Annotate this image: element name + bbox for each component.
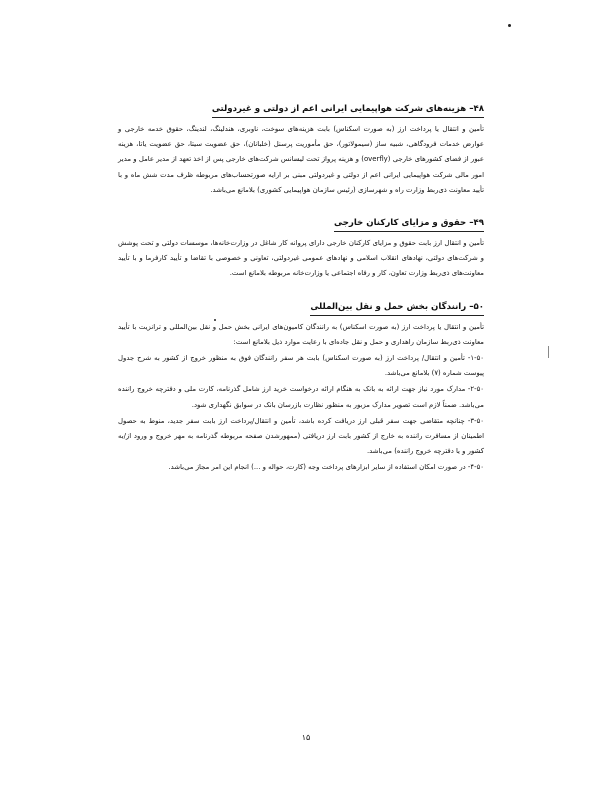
list-item: ۱-۵۰- تأمین و انتقال/ پرداخت ارز (به صورت اسکناس) بابت هر سفر رانندگان فوق به منظور خروج از کشور به شرح جدول پیوست شماره (۷) بلامانع می‌باشد. [118, 354, 484, 378]
section-heading: ۴۹– حقوق و مزایای کارکنان خارجی [334, 217, 484, 232]
document-body [118, 96, 484, 488]
section-heading: ۵۰– رانندگان بخش حمل و نقل بین‌المللی [310, 301, 484, 316]
section-49 [118, 210, 484, 282]
section-50 [118, 294, 484, 476]
section-48 [118, 96, 484, 198]
list-item: ۳-۵۰- چنانچه متقاضی جهت سفر قبلی ارز دریافت کرده باشد، تأمین و انتقال/پرداخت ارز بابت سفر جدید، منوط به حصول اطمینان از مسافرت راننده به خارج از کشور بابت ارز دریافتی (ممهورشدن صفحه مربوطه گذرنامه به مهر خروج و ورود از/به کشور و یا دفترچه خروج راننده) می‌باشد. [118, 416, 484, 456]
section-paragraph: تأمین و انتقال یا پرداخت ارز (به صورت اسکناس) به رانندگان کامیون‌های ایرانی بخش حمل و نقل بین‌المللی و ترانزیت با تأیید معاونت ذی‌ربط سازمان راهداری و حمل و نقل جاده‌ای با رعایت موارد ذیل بلامانع است: [118, 322, 484, 346]
section-paragraph: تأمین و انتقال ارز بابت حقوق و مزایای کارکنان خارجی دارای پروانه کار شاغل در وزارت‌خانه‌ها، موسسات دولتی و تحت پوشش و شرکت‌های دولتی، نهادهای انقلاب اسلامی و نهادهای عمومی غیردولتی، تعاونی و خصوصی با تقاضا و تأیید کارفرما و با تأیید معاونت‌های ذی‌ربط وزارت تعاون، کار و رفاه اجتماعی یا وزارت‌خانه مربوطه بلامانع است. [118, 239, 484, 278]
list-item: ۴-۵۰- در صورت امکان استفاده از سایر ابزارهای پرداخت وجه (کارت، حواله و ...) انجام این امر مجاز می‌باشد. [168, 463, 484, 472]
scan-edge-mark [548, 346, 549, 358]
section-heading: ۴۸– هزینه‌های شرکت هواپیمایی ایرانی اعم از دولتی و غیردولتی [212, 103, 484, 118]
page-number: ۱۵ [301, 733, 311, 742]
section-paragraph: تأمین و انتقال یا پرداخت ارز (به صورت اسکناس) بابت هزینه‌های سوخت، ناوبری، هندلینگ، لندینگ، حقوق خدمه خارجی و عوارض خدمات فرودگاهی، شبیه ساز (سیمولاتور)، حق مأموریت پرسنل (خلبانان)، حق عضویت سیتا، حق عضویت یاتا، هزینه عبور از فضای کشورهای خارجی (overfly) و هزینه پرواز تحت لیسانس شرکت‌های خارجی پس از اخذ تعهد از مدیر عامل و مدیر امور مالی شرکت هواپیمایی ایرانی اعم از دولتی و غیردولتی مبنی بر ارایه صورتحساب‌های مربوطه ظرف مدت شش ماه و با تأیید معاونت ذی‌ربط وزارت راه و شهرسازی (رئیس سازمان هواپیمایی کشوری) بلامانع می‌باشد. [118, 125, 484, 194]
list-item: ۲-۵۰- مدارک مورد نیاز جهت ارائه به بانک به هنگام ارائه درخواست خرید ارز شامل گذرنامه، کارت ملی و دفترچه خروج راننده می‌باشد. ضمناً لازم است تصویر مدارک مزبور به منظور نظارت بازرسان بانک در سوابق نگهداری شود. [118, 385, 484, 409]
scan-speck [508, 24, 511, 27]
